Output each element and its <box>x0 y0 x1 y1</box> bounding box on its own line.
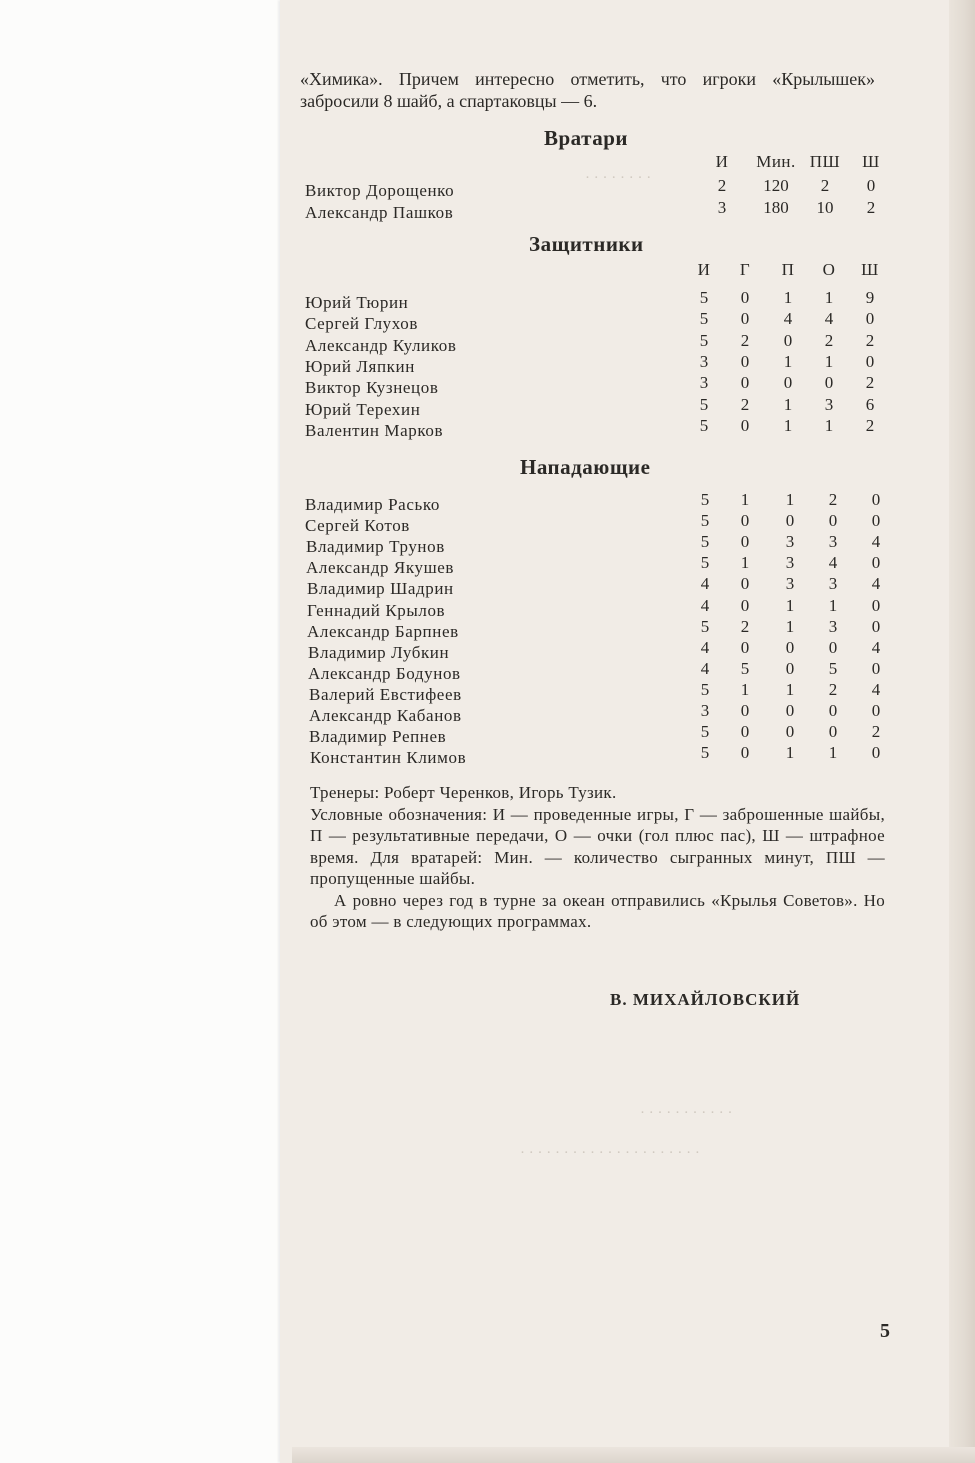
stat-value: 1 <box>785 743 795 763</box>
stat-value: 4 <box>824 309 834 329</box>
player-name: Юрий Терехин <box>305 399 421 419</box>
player-name: Юрий Тюрин <box>305 293 409 312</box>
stat-value: 0 <box>824 373 834 393</box>
player-name: Александр Куликов <box>305 335 457 355</box>
stat-value: 1 <box>828 743 838 763</box>
stat-value: 0 <box>865 351 875 371</box>
player-name: Владимир Репнев <box>309 727 447 747</box>
stat-value: 0 <box>871 595 881 615</box>
stat-value: 1 <box>824 288 834 307</box>
stat-value: 4 <box>871 532 881 552</box>
stat-value: 0 <box>783 330 793 350</box>
stat-value: 0 <box>828 637 838 657</box>
stat-value: 3 <box>699 351 709 371</box>
stat-value: 0 <box>871 553 881 573</box>
stat-value: 0 <box>871 743 881 763</box>
player-name: Александр Барпнев <box>307 621 459 641</box>
stat-value: 2 <box>824 330 834 350</box>
player-name: Юрий Ляпкин <box>305 356 415 376</box>
stat-value: 3 <box>699 373 709 393</box>
stat-value: 2 <box>871 722 881 742</box>
stat-value: 5 <box>699 309 709 329</box>
stat-value: 0 <box>871 511 881 531</box>
player-name: Александр Пашков <box>305 203 454 222</box>
stat-value: 5 <box>700 743 710 763</box>
closing-paragraph: А ровно через год в турне за океан отправились «Крылья Советов». Но об этом — в следующих программах. <box>310 890 885 931</box>
bleed-through-text: · · · · · · · · · · · <box>640 1105 733 1121</box>
stat-value: 0 <box>828 722 838 742</box>
stat-value: 6 <box>865 394 875 414</box>
stat-value: 2 <box>828 679 838 699</box>
stat-value: 5 <box>700 511 710 531</box>
stat-value: 2 <box>820 176 830 195</box>
stat-value: 0 <box>871 616 881 636</box>
stat-value: 0 <box>828 701 838 720</box>
stat-value: 9 <box>865 288 875 307</box>
stat-value: 1 <box>828 595 838 615</box>
stat-value: 4 <box>700 637 710 657</box>
stat-value: 3 <box>828 574 838 594</box>
stat-value: 0 <box>740 595 750 615</box>
stat-value: 4 <box>700 595 710 615</box>
player-name: Виктор Кузнецов <box>305 378 439 398</box>
stat-value: 1 <box>824 415 834 435</box>
goalies-heading: Вратари <box>544 126 628 150</box>
stat-value: 0 <box>865 309 875 329</box>
stat-value: 0 <box>740 532 750 552</box>
stat-value: 5 <box>699 415 709 435</box>
stat-value: 10 <box>816 198 834 217</box>
page-bottom-edge <box>292 1447 975 1463</box>
column-header: О <box>822 260 836 279</box>
legend-paragraph: Условные обозначения: И — проведенные игры, Г — заброшенные шайбы, П — результативные передачи, О — очки (гол плюс пас), Ш — штрафное время. Для вратарей: Мин. — количество сыгранных минут, ПШ — пропущенные шайбы. <box>310 804 885 888</box>
stat-value: 1 <box>783 394 793 414</box>
stat-value: 2 <box>740 616 750 636</box>
page-number: 5 <box>880 1320 890 1342</box>
stat-value: 0 <box>785 701 795 720</box>
stat-value: 0 <box>785 511 795 531</box>
column-header: Ш <box>861 260 879 279</box>
stat-value: 0 <box>785 658 795 678</box>
bleed-through-text: · · · · · · · · <box>585 170 652 186</box>
column-header: И <box>697 260 711 279</box>
player-name: Виктор Дорощенко <box>305 181 455 200</box>
player-name: Владимир Лубкин <box>308 642 450 662</box>
player-name: Константин Климов <box>310 748 467 768</box>
player-name: Сергей Глухов <box>305 314 418 334</box>
bleed-through-text: · · · · · · · · · · · · · · · · · · · · · <box>520 1145 700 1161</box>
stat-value: 3 <box>717 198 727 217</box>
stat-value: 4 <box>828 553 838 573</box>
stat-value: 5 <box>700 553 710 573</box>
player-name: Геннадий Крылов <box>307 600 446 620</box>
column-header: Мин. <box>756 152 796 171</box>
stat-value: 0 <box>785 722 795 742</box>
player-name: Владимир Шадрин <box>307 579 454 599</box>
intro-paragraph: «Химика». Причем интересно отметить, что игроки «Крылышек» забросили 8 шайб, а спартаковцы — 6. <box>300 69 875 111</box>
stat-value: 0 <box>740 637 750 657</box>
stat-value: 0 <box>740 351 750 371</box>
stat-value: 0 <box>740 574 750 594</box>
stat-value: 0 <box>871 658 881 678</box>
stat-value: 2 <box>717 176 727 195</box>
stat-value: 0 <box>866 176 876 195</box>
stat-value: 0 <box>871 490 881 509</box>
player-name: Александр Бодунов <box>308 663 461 683</box>
stat-value: 0 <box>740 722 750 742</box>
stat-value: 3 <box>828 616 838 636</box>
stat-value: 2 <box>865 330 875 350</box>
stat-value: 5 <box>700 616 710 636</box>
stat-value: 5 <box>740 658 750 678</box>
stat-value: 0 <box>740 701 750 720</box>
stat-value: 0 <box>785 637 795 657</box>
stat-value: 2 <box>865 373 875 393</box>
stat-value: 5 <box>700 490 710 509</box>
notes-block <box>310 782 885 933</box>
column-header: Ш <box>862 152 880 171</box>
author-signature: В. МИХАЙЛОВСКИЙ <box>610 990 801 1009</box>
stat-value: 1 <box>785 595 795 615</box>
stat-value: 1 <box>785 616 795 636</box>
stat-value: 0 <box>740 373 750 393</box>
stat-value: 5 <box>700 722 710 742</box>
stat-value: 120 <box>763 176 789 195</box>
column-header: ПШ <box>809 152 841 171</box>
stat-value: 5 <box>828 658 838 678</box>
stat-value: 1 <box>740 490 750 509</box>
stat-value: 0 <box>740 743 750 763</box>
stat-value: 4 <box>871 679 881 699</box>
stat-value: 5 <box>699 330 709 350</box>
page-edge <box>949 0 975 1463</box>
stat-value: 4 <box>700 574 710 594</box>
stat-value: 0 <box>740 511 750 531</box>
stat-value: 0 <box>783 373 793 393</box>
stat-value: 0 <box>740 415 750 435</box>
stat-value: 3 <box>824 394 834 414</box>
stat-value: 1 <box>783 415 793 435</box>
stat-value: 1 <box>740 679 750 699</box>
stat-value: 4 <box>783 309 793 329</box>
column-header: Г <box>739 260 751 279</box>
stat-value: 3 <box>828 532 838 552</box>
stat-value: 5 <box>700 532 710 552</box>
stat-value: 2 <box>828 490 838 509</box>
stat-value: 0 <box>740 309 750 329</box>
stat-value: 1 <box>824 351 834 371</box>
stat-value: 1 <box>740 553 750 573</box>
player-name: Владимир Расько <box>305 495 440 514</box>
stat-value: 2 <box>866 198 876 217</box>
stat-value: 3 <box>785 574 795 594</box>
stat-value: 3 <box>700 701 710 720</box>
player-name: Александр Якушев <box>306 558 455 578</box>
stat-value: 2 <box>865 415 875 435</box>
stat-value: 5 <box>700 679 710 699</box>
stat-value: 4 <box>871 637 881 657</box>
stat-value: 1 <box>785 490 795 509</box>
defenders-heading: Защитники <box>529 232 644 256</box>
stat-value: 4 <box>700 658 710 678</box>
player-name: Валентин Марков <box>305 420 444 440</box>
stat-value: 4 <box>871 574 881 594</box>
column-header: И <box>715 152 729 171</box>
stat-value: 2 <box>740 330 750 350</box>
stat-value: 1 <box>783 288 793 307</box>
stat-value: 3 <box>785 553 795 573</box>
stat-value: 1 <box>785 679 795 699</box>
stat-value: 0 <box>740 288 750 307</box>
stat-value: 0 <box>828 511 838 531</box>
stat-value: 1 <box>783 351 793 371</box>
stat-value: 2 <box>740 394 750 414</box>
player-name: Александр Кабанов <box>309 706 462 725</box>
stat-value: 5 <box>699 394 709 414</box>
stat-value: 5 <box>699 288 709 307</box>
player-name: Валерий Евстифеев <box>309 684 462 704</box>
coaches-line: Тренеры: Роберт Черенков, Игорь Тузик. <box>310 783 617 802</box>
stat-value: 180 <box>763 198 789 217</box>
stat-value: 0 <box>871 701 881 720</box>
forwards-heading: Нападающие <box>520 455 651 479</box>
stat-value: 3 <box>785 532 795 552</box>
player-name: Сергей Котов <box>305 516 410 536</box>
column-header: П <box>781 260 795 279</box>
player-name: Владимир Трунов <box>306 537 445 557</box>
